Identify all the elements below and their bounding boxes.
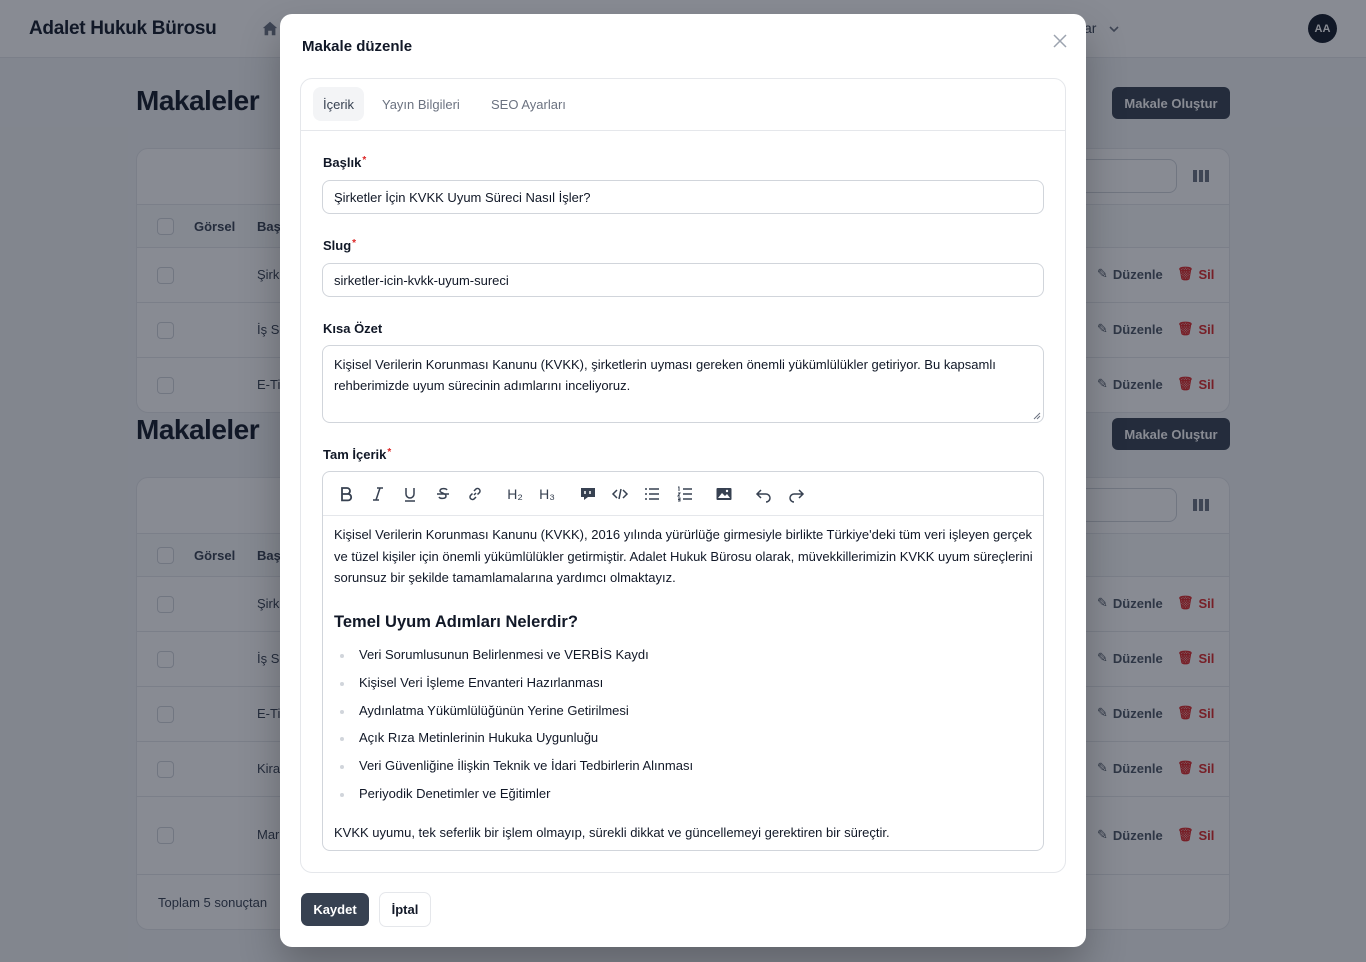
redo-icon	[787, 485, 805, 503]
bullet-list-button[interactable]	[641, 484, 663, 504]
editor-toolbar	[323, 472, 1043, 516]
bold-button[interactable]	[335, 484, 357, 504]
tab-seo-settings[interactable]: SEO Ayarları	[491, 96, 566, 112]
title-input[interactable]: Şirketler İçin KVKK Uyum Süreci Nasıl İşler?	[322, 180, 1044, 214]
list-item: Kişisel Veri İşleme Envanteri Hazırlanması	[334, 675, 1034, 703]
link-icon	[466, 485, 484, 503]
bold-icon	[337, 485, 355, 503]
tabs-container	[300, 78, 1066, 873]
cancel-button[interactable]: İptal	[379, 892, 431, 927]
code-icon	[611, 485, 629, 503]
list-item: Açık Rıza Metinlerinin Hukuka Uygunluğu	[334, 730, 1034, 758]
italic-icon	[369, 485, 387, 503]
redo-button[interactable]	[785, 484, 807, 504]
editor-heading: Temel Uyum Adımları Nelerdir?	[334, 613, 578, 631]
rich-text-editor[interactable]	[322, 471, 1044, 851]
underline-icon	[401, 485, 419, 503]
strikethrough-icon	[434, 485, 452, 503]
undo-button[interactable]	[753, 484, 775, 504]
required-marker: *	[352, 238, 357, 249]
tab-publish-info[interactable]: Yayın Bilgileri	[382, 96, 460, 112]
tab-content[interactable]: İçerik	[313, 87, 364, 121]
italic-button[interactable]	[367, 484, 389, 504]
required-marker: *	[362, 155, 367, 166]
list-item: Aydınlatma Yükümlülüğünün Yerine Getirilmesi	[334, 703, 1034, 731]
editor-bullet-list	[334, 647, 1034, 814]
close-icon	[1052, 33, 1068, 49]
link-button[interactable]	[464, 484, 486, 504]
bullet-list-icon	[643, 485, 661, 503]
editor-closing-paragraph: KVKK uyumu, tek seferlik bir işlem olmayıp, sürekli dikkat ve güncellemeyi gerektiren bir süreçtir.	[334, 825, 890, 840]
image-icon	[715, 485, 733, 503]
summary-field-label: Kısa Özet	[323, 321, 383, 336]
editor-paragraph: Kişisel Verilerin Korunması Kanunu (KVKK), 2016 yılında yürürlüğe girmesiyle birlikte Türkiye'deki tüm veri işleyen gerçek ve tüzel kişiler için önemli yükümlülükler getirmiştir. Adalet Hukuk Bürosu olarak, müvekkillerimizin KVKK uyum süreçlerini sorunsuz bir şekilde tamamlamalarına yardımcı olmaktayız.	[334, 527, 1033, 585]
title-field-label: Başlık*	[323, 155, 367, 170]
heading2-button[interactable]: H₂	[507, 486, 523, 502]
strikethrough-button[interactable]	[432, 484, 454, 504]
required-marker: *	[387, 447, 392, 458]
ordered-list-button[interactable]	[674, 484, 696, 504]
image-button[interactable]	[713, 484, 735, 504]
code-button[interactable]	[609, 484, 631, 504]
modal-title: Makale düzenle	[302, 38, 413, 55]
quote-icon	[579, 485, 597, 503]
heading3-button[interactable]: H₃	[539, 486, 555, 502]
underline-button[interactable]	[399, 484, 421, 504]
list-item: Periyodik Denetimler ve Eğitimler	[334, 786, 1034, 814]
slug-input[interactable]: sirketler-icin-kvkk-uyum-sureci	[322, 263, 1044, 297]
undo-icon	[755, 485, 773, 503]
ordered-list-icon	[676, 485, 694, 503]
save-button[interactable]: Kaydet	[301, 893, 369, 926]
edit-article-modal	[280, 14, 1086, 947]
list-item: Veri Güvenliğine İlişkin Teknik ve İdari Tedbirlerin Alınması	[334, 758, 1034, 786]
tab-bar	[301, 79, 1065, 131]
close-button[interactable]	[1050, 31, 1070, 51]
list-item: Veri Sorumlusunun Belirlenmesi ve VERBİS Kaydı	[334, 647, 1034, 675]
slug-field-label: Slug*	[323, 238, 357, 253]
quote-button[interactable]	[577, 484, 599, 504]
content-field-label: Tam İçerik*	[323, 447, 392, 462]
summary-textarea[interactable]: Kişisel Verilerin Korunması Kanunu (KVKK), şirketlerin uyması gereken önemli yükümlülükler getiriyor. Bu kapsamlı rehberimizde uyum sürecinin adımlarını inceliyoruz.	[322, 345, 1044, 423]
resize-handle-icon[interactable]	[1033, 412, 1041, 420]
